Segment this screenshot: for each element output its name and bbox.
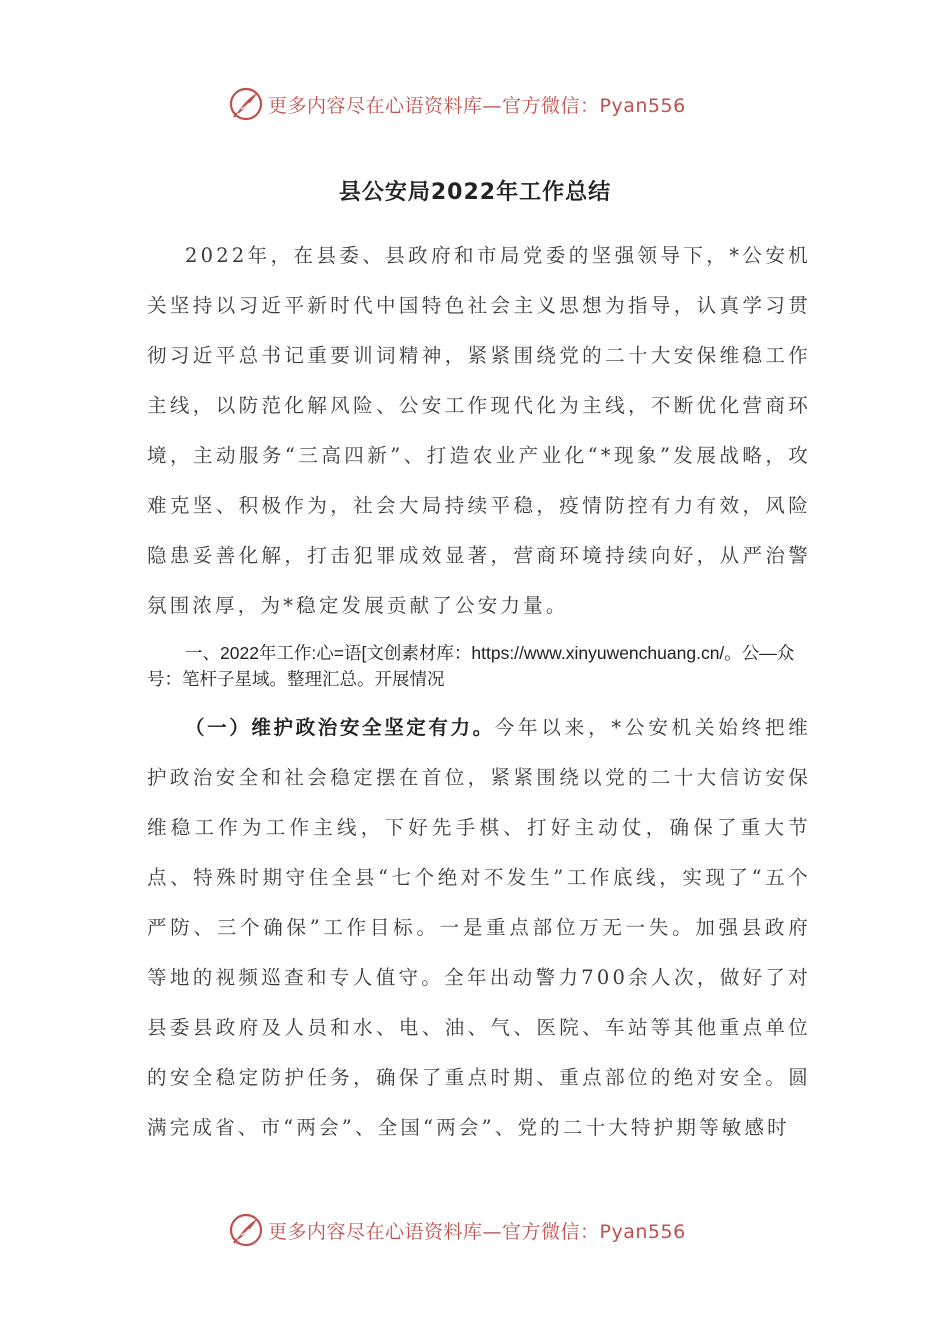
banner-text (268, 91, 686, 118)
subsection-paragraph (147, 703, 811, 1153)
header-watermark-banner (228, 84, 728, 124)
quill-logo-icon (228, 1212, 264, 1248)
section-heading: 一、2022年工作:心=语[文创素材库：https://www.xinyuwenchuang.cn/。公—众号：笔杆子星域。整理汇总。开展情况 (147, 643, 795, 689)
banner-wechat-id: Pyan556 (599, 94, 686, 117)
banner-separator: — (482, 1220, 503, 1243)
footer-watermark-banner (228, 1210, 728, 1250)
banner-main-text: 更多内容尽在心语资料库 (268, 1220, 483, 1243)
banner-wechat-label: 官方微信： (502, 94, 600, 117)
banner-text (268, 1217, 686, 1244)
document-title: 县公安局2022年工作总结 (338, 180, 612, 205)
subsection-heading: （一）维护政治安全坚定有力。 (185, 716, 495, 739)
banner-wechat-id: Pyan556 (599, 1220, 686, 1243)
banner-separator: — (482, 94, 503, 117)
quill-logo-icon (228, 86, 264, 122)
intro-paragraph: 2022年，在县委、县政府和市局党委的坚强领导下，*公安机关坚持以习近平新时代中国特色社会主义思想为指导，认真学习贯彻习近平总书记重要训词精神，紧紧围绕党的二十大安保维稳工作主线，以防范化解风险、公安工作现代化为主线，不断优化营商环境，主动服务“三高四新”、打造农业产业化“*现象”发展战略，攻难克坚、积极作为，社会大局持续平稳，疫情防控有力有效，风险隐患妥善化解，打击犯罪成效显著，营商环境持续向好，从严治警氛围浓厚，为*稳定发展贡献了公安力量。 (147, 244, 811, 617)
subsection-body: 今年以来，*公安机关始终把维护政治安全和社会稳定摆在首位，紧紧围绕以党的二十大信访安保维稳工作为工作主线，下好先手棋、打好主动仗，确保了重大节点、特殊时期守住全县“七个绝对不发生”工作底线，实现了“五个严防、三个确保”工作目标。一是重点部位万无一失。加强县政府等地的视频巡查和专人值守。全年出动警力700余人次，做好了对县委县政府及人员和水、电、油、气、医院、车站等其他重点单位的安全稳定防护任务，确保了重点时期、重点部位的绝对安全。圆满完成省、市“两会”、全国“两会”、党的二十大特护期等敏感时 (147, 716, 811, 1139)
banner-main-text: 更多内容尽在心语资料库 (268, 94, 483, 117)
banner-wechat-label: 官方微信： (502, 1220, 600, 1243)
